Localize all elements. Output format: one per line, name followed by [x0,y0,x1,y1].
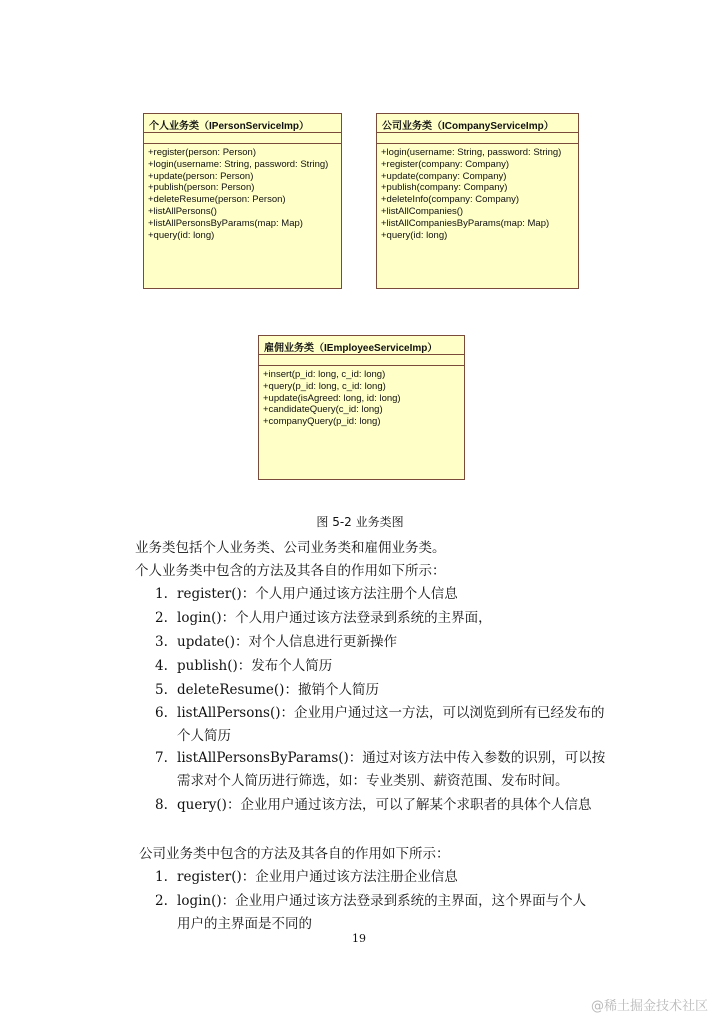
item-text: deleteResume()：撤销个人简历 [177,682,379,698]
item-number: 2. [155,893,168,909]
item-text: register()：企业用户通过该方法注册企业信息 [177,869,458,885]
list-item [155,630,397,650]
item-text: update()：对个人信息进行更新操作 [177,634,397,650]
list-item [155,793,591,813]
list-item [155,606,492,626]
item-number: 1. [155,869,168,885]
figure-caption: 图 5-2 业务类图 [316,515,404,529]
attributes-section [144,133,341,144]
item-number: 8. [155,797,168,813]
operation: +update(person: Person) [148,170,254,182]
operation: +insert(p_id: long, c_id: long) [263,369,386,380]
operation: +listAllPersons() [148,205,217,217]
operation: +query(p_id: long, c_id: long) [263,380,386,392]
list-item [155,678,379,698]
intro-text: 业务类包括个人业务类、公司业务类和雇佣业务类。 [135,540,446,556]
watermark: @稀土掘金技术社区 [590,999,708,1014]
operation: +update(isAgreed: long, id: long) [263,392,401,404]
operation: +register(person: Person) [148,147,256,158]
operation: +login(username: String, password: String) [148,158,329,170]
item-number: 7. [155,750,168,766]
operation: +listAllCompanies() [381,205,464,217]
item-number: 6. [155,705,168,721]
operation: +query(id: long) [148,229,215,241]
class-title: 个人业务类（IPersonServiceImp） [144,114,341,133]
class-title: 雇佣业务类（IEmployeeServiceImp） [259,336,464,355]
item-text: listAllPersons()：企业用户通过这一方法，可以浏览到所有已经发布的 [177,705,605,721]
company-heading: 公司业务类中包含的方法及其各自的作用如下所示： [139,846,450,862]
attributes-section [377,133,578,144]
operation: +query(id: long) [381,229,448,241]
operation: +deleteResume(person: Person) [148,194,286,206]
item-number: 1. [155,586,168,602]
item-number: 3. [155,634,168,650]
operation: +publish(company: Company) [381,182,508,194]
attributes-section [259,355,464,366]
operation: +deleteInfo(company: Company) [381,194,520,206]
item-continuation: 用户的主界面是不同的 [177,916,312,932]
operation: +publish(person: Person) [148,182,255,194]
item-number: 2. [155,610,168,626]
operations-section [259,366,464,431]
operation: +login(username: String, password: String) [381,147,562,158]
operation: +listAllCompaniesByParams(map: Map) [381,217,550,229]
item-text: publish()：发布个人简历 [177,658,333,674]
uml-class-box [258,335,465,480]
list-item [155,889,586,909]
uml-class-box [143,113,342,289]
operation: +update(company: Company) [381,170,507,182]
item-continuation: 个人简历 [177,728,231,744]
list-item [155,865,458,885]
class-title: 公司业务类（ICompanyServiceImp） [377,114,578,133]
item-continuation: 需求对个人简历进行筛选，如：专业类别、薪资范围、发布时间。 [177,773,569,789]
item-text: login()：企业用户通过该方法登录到系统的主界面，这个界面与个人 [177,893,587,909]
item-text: listAllPersonsByParams()：通过对该方法中传入参数的识别，可以按 [177,750,606,766]
operations-section [377,144,578,244]
item-text: query()：企业用户通过该方法，可以了解某个求职者的具体个人信息 [177,797,592,813]
uml-class-box [376,113,579,289]
list-item [155,701,605,721]
operation: +listAllPersonsByParams(map: Map) [148,217,303,229]
person-heading: 个人业务类中包含的方法及其各自的作用如下所示： [135,563,446,579]
list-item [155,582,458,602]
operations-section [144,144,341,244]
list-item [155,746,605,766]
list-item [155,654,332,674]
operation: +register(company: Company) [381,158,510,170]
item-text: login()：个人用户通过该方法登录到系统的主界面， [177,610,492,626]
operation: +companyQuery(p_id: long) [263,416,381,428]
operation: +candidateQuery(c_id: long) [263,404,383,416]
item-number: 4. [155,658,168,674]
item-number: 5. [155,682,168,698]
page-number: 19 [352,932,366,945]
item-text: register()：个人用户通过该方法注册个人信息 [177,586,458,602]
